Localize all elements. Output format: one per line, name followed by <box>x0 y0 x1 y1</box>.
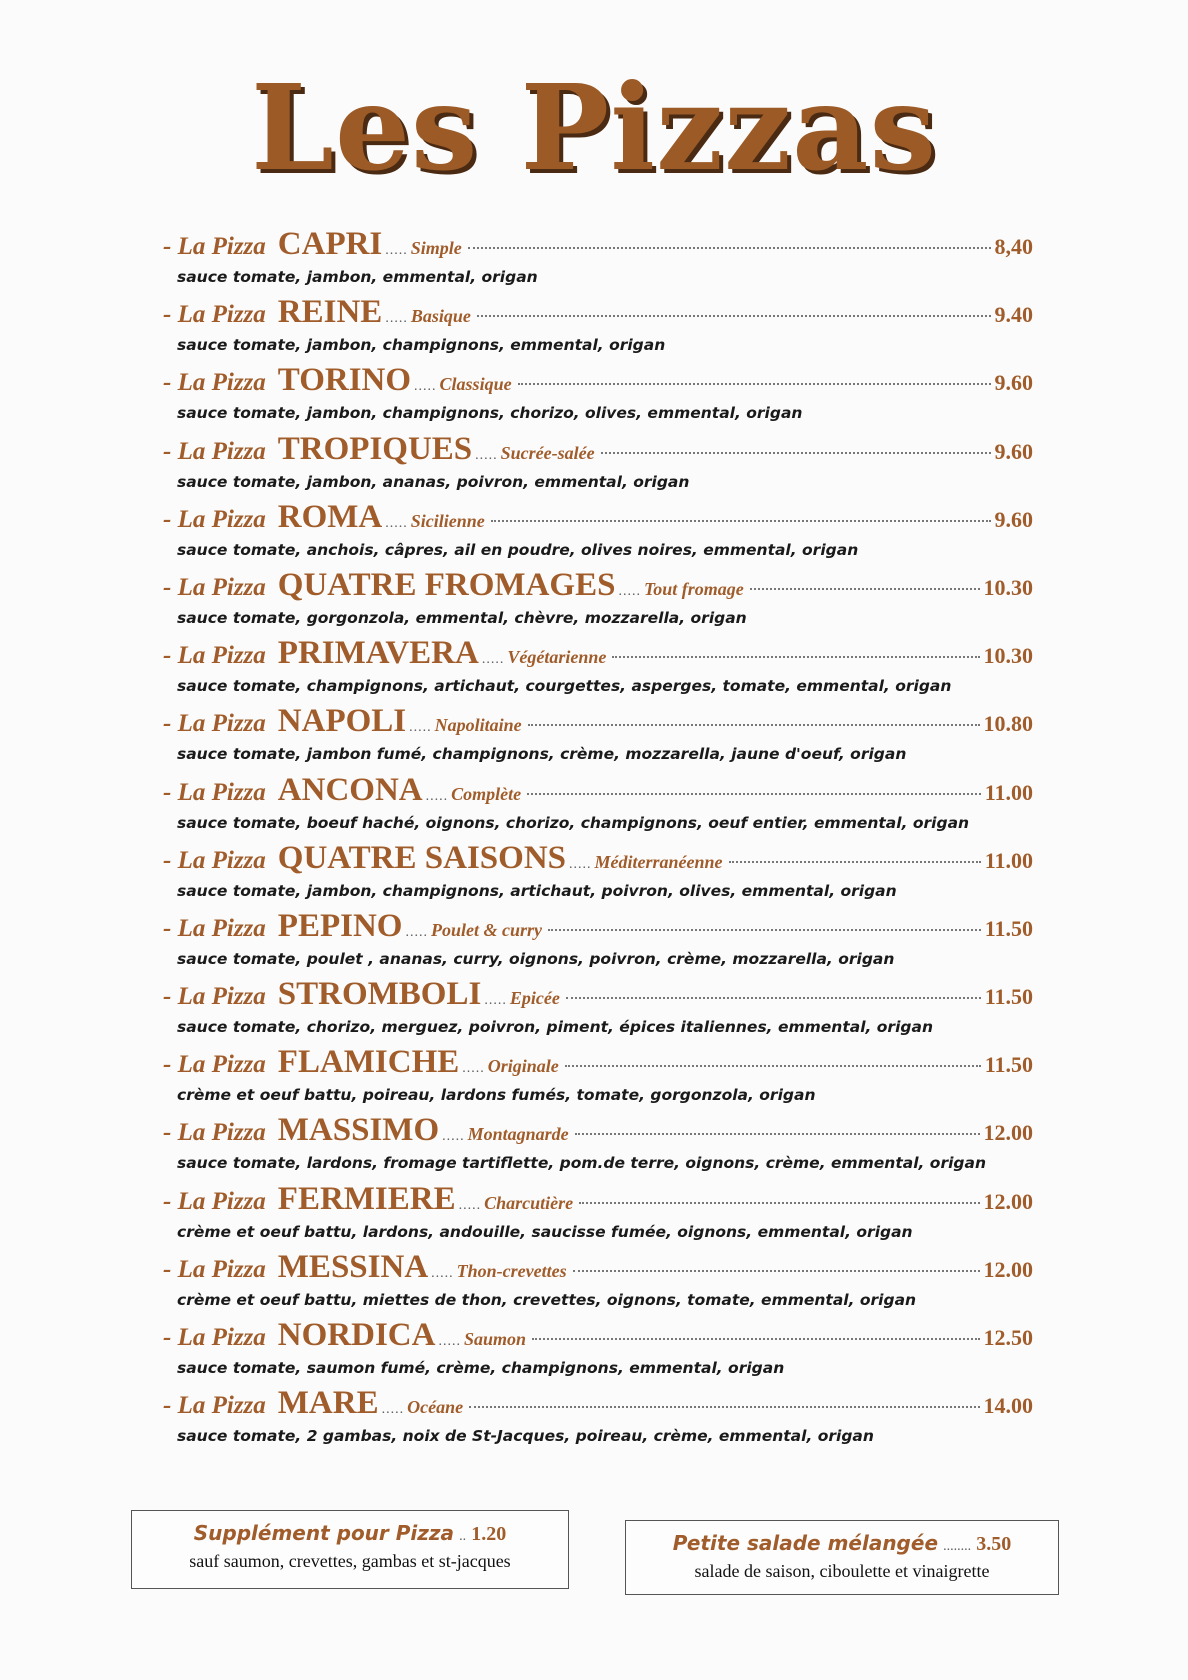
leader-line <box>565 1065 981 1067</box>
leader-line <box>575 1133 980 1135</box>
leader-dots: ..... <box>618 583 641 599</box>
pizza-header <box>163 226 1033 266</box>
salad-text: salade de saison, ciboulette et vinaigrette <box>694 1561 990 1581</box>
pizza-style: Sucrée-salée <box>500 442 595 463</box>
pizza-ingredients: sauce tomate, jambon fumé, champignons, crème, mozzarella, jaune d'oeuf, origan <box>177 745 907 764</box>
pizza-style: Classique <box>439 374 512 395</box>
pizza-style: Simple <box>410 238 462 258</box>
pizza-ingredients: crème et oeuf battu, miettes de thon, crevettes, oignons, tomate, emmental, origan <box>177 1290 917 1309</box>
pizza-price: 12.00 <box>983 1188 1033 1214</box>
leader-line <box>579 1202 979 1204</box>
pizza-header <box>163 294 1033 334</box>
pizza-name: ANCONA <box>277 771 423 808</box>
pizza-style: Poulet & curry <box>430 919 542 940</box>
pizza-ingredients: crème et oeuf battu, poireau, lardons fumés, tomate, gorgonzola, origan <box>177 1086 816 1105</box>
leader-line <box>532 1338 980 1340</box>
pizza-name: CAPRI <box>277 226 383 262</box>
leader-line <box>468 247 991 249</box>
pizza-item <box>163 1249 1033 1317</box>
pizza-prefix: - La Pizza <box>163 437 266 465</box>
pizza-item <box>163 1317 1033 1385</box>
pizza-price: 11.50 <box>984 915 1033 941</box>
pizza-style: Epicée <box>509 988 560 1009</box>
pizza-price: 11.00 <box>984 847 1033 873</box>
pizza-style: Tout fromage <box>643 578 744 599</box>
pizza-item <box>163 431 1033 499</box>
leader-dots: ..... <box>385 515 408 531</box>
leader-line <box>477 315 991 317</box>
leader-line <box>527 793 981 795</box>
pizza-price: 10.30 <box>983 574 1033 600</box>
pizza-ingredients: sauce tomate, saumon fumé, crème, champignons, emmental, origan <box>177 1359 785 1377</box>
pizza-ingredients: sauce tomate, jambon, champignons, emmental, origan <box>177 336 666 355</box>
pizza-header <box>163 362 1033 402</box>
pizza-ingredients: sauce tomate, lardons, fromage tartiflette, pom.de terre, oignons, crème, emmental, origan <box>177 1154 987 1173</box>
pizza-ingredients: sauce tomate, jambon, champignons, chorizo, olives, emmental, origan <box>177 404 803 423</box>
leader-line <box>573 1270 980 1272</box>
pizza-header <box>163 908 1033 948</box>
pizza-name: FERMIERE <box>277 1180 456 1217</box>
leader-line <box>601 452 991 454</box>
pizza-header <box>163 1385 1033 1425</box>
pizza-item <box>163 772 1033 840</box>
pizza-item <box>163 840 1033 908</box>
pizza-name: MASSIMO <box>277 1112 440 1149</box>
pizza-prefix: - La Pizza <box>163 505 266 533</box>
pizza-style: Originale <box>487 1056 559 1077</box>
pizza-ingredients: sauce tomate, anchois, câpres, ail en poudre, olives noires, emmental, origan <box>177 540 859 559</box>
leader-line <box>729 861 981 863</box>
leader-dots: ..... <box>385 311 408 327</box>
leader-dots: ..... <box>458 1197 482 1213</box>
pizza-prefix: - La Pizza <box>163 642 266 670</box>
pizza-item <box>163 1181 1033 1249</box>
pizza-item <box>163 1112 1033 1180</box>
supplement-price: 1.20 <box>471 1523 507 1545</box>
pizza-header <box>163 703 1033 743</box>
pizza-name: TROPIQUES <box>277 430 473 467</box>
pizza-ingredients: sauce tomate, 2 gambas, noix de St-Jacques, poireau, crème, emmental, origan <box>177 1427 874 1446</box>
pizza-prefix: - La Pizza <box>163 369 266 397</box>
salad-box <box>625 1520 1059 1595</box>
pizza-ingredients: crème et oeuf battu, lardons, andouille, saucisse fumée, oignons, emmental, origan <box>177 1222 913 1241</box>
pizza-price: 8,40 <box>994 234 1033 259</box>
pizza-name: STROMBOLI <box>277 976 482 1013</box>
pizza-name: NAPOLI <box>277 703 407 740</box>
pizza-price: 9.60 <box>994 370 1033 396</box>
pizza-name: TORINO <box>277 362 412 399</box>
leader-dots: ..... <box>484 993 507 1009</box>
leader-dots: ..... <box>409 720 432 736</box>
leader-line <box>750 588 980 590</box>
pizza-prefix: - La Pizza <box>163 573 266 601</box>
pizza-item <box>163 294 1033 362</box>
pizza-style: Sicilienne <box>410 510 485 531</box>
leader-dots: ..... <box>405 924 428 940</box>
salad-title: Petite salade mélangée <box>672 1531 939 1555</box>
pizza-price: 11.00 <box>984 779 1033 805</box>
pizza-ingredients: sauce tomate, boeuf haché, oignons, chorizo, champignons, oeuf entier, emmental, origan <box>177 813 970 832</box>
pizza-style: Végétarienne <box>507 647 607 668</box>
pizza-style: Complète <box>451 783 522 804</box>
pizza-item <box>163 567 1033 635</box>
pizza-price: 14.00 <box>983 1393 1033 1419</box>
pizza-prefix: - La Pizza <box>163 1324 266 1351</box>
pizza-prefix: - La Pizza <box>163 1119 266 1147</box>
pizza-price: 9.40 <box>994 302 1033 328</box>
leader-line <box>528 724 980 726</box>
leader-line <box>518 383 991 385</box>
pizza-header <box>163 499 1033 539</box>
pizza-style: Saumon <box>463 1329 526 1349</box>
pizza-style: Océane <box>407 1397 464 1418</box>
supplement-dots: .. <box>459 1529 467 1544</box>
leader-dots: ..... <box>481 652 505 668</box>
leader-dots: ..... <box>431 1265 454 1281</box>
pizza-ingredients: sauce tomate, chorizo, merguez, poivron, piment, épices italiennes, emmental, origan <box>177 1018 933 1037</box>
pizza-prefix: - La Pizza <box>163 846 266 874</box>
pizza-prefix: - La Pizza <box>163 233 266 260</box>
pizza-name: FLAMICHE <box>277 1044 460 1081</box>
pizza-header <box>163 1112 1033 1152</box>
pizza-price: 9.60 <box>994 506 1033 532</box>
pizza-name: REINE <box>277 294 383 331</box>
leader-line <box>469 1406 979 1408</box>
pizza-header <box>163 431 1033 471</box>
pizza-price: 12.00 <box>983 1256 1033 1282</box>
pizza-item <box>163 908 1033 976</box>
leader-line <box>566 997 981 999</box>
pizza-prefix: - La Pizza <box>163 301 266 329</box>
supplement-box <box>131 1510 569 1589</box>
pizza-price: 12.00 <box>983 1120 1033 1146</box>
pizza-name: ROMA <box>277 498 383 535</box>
salad-dots: ........ <box>943 1539 972 1554</box>
pizza-price: 11.50 <box>984 984 1033 1010</box>
pizza-ingredients: sauce tomate, gorgonzola, emmental, chèvre, mozzarella, origan <box>177 608 747 627</box>
pizza-ingredients: sauce tomate, jambon, emmental, origan <box>177 268 538 286</box>
pizza-prefix: - La Pizza <box>163 914 266 942</box>
leader-dots: ..... <box>442 1129 465 1145</box>
pizza-style: Charcutière <box>484 1192 574 1213</box>
pizza-style: Montagnarde <box>467 1124 569 1145</box>
pizza-prefix: - La Pizza <box>163 983 266 1011</box>
pizza-style: Basique <box>410 306 471 327</box>
pizza-ingredients: sauce tomate, jambon, ananas, poivron, emmental, origan <box>177 472 690 491</box>
pizza-price: 10.30 <box>983 643 1033 669</box>
pizza-style: Thon-crevettes <box>456 1260 567 1281</box>
leader-line <box>612 656 979 658</box>
salad-price: 3.50 <box>976 1533 1012 1555</box>
pizza-prefix: - La Pizza <box>163 1051 266 1079</box>
pizza-name: NORDICA <box>277 1317 436 1353</box>
pizza-name: MARE <box>277 1385 379 1422</box>
pizza-item <box>163 499 1033 567</box>
pizza-prefix: - La Pizza <box>163 1392 266 1420</box>
pizza-item <box>163 976 1033 1044</box>
pizza-ingredients: sauce tomate, champignons, artichaut, courgettes, asperges, tomate, emmental, origan <box>177 677 952 696</box>
pizza-name: PEPINO <box>277 907 403 944</box>
page-title: Les Pizzas <box>250 58 938 197</box>
pizza-header <box>163 635 1033 675</box>
pizza-header <box>163 840 1033 880</box>
leader-line <box>491 520 991 522</box>
leader-dots: ..... <box>462 1061 485 1077</box>
pizza-header <box>163 1249 1033 1289</box>
leader-dots: ..... <box>569 856 592 872</box>
pizza-name: QUATRE SAISONS <box>277 839 566 876</box>
pizza-price: 9.60 <box>994 438 1033 464</box>
pizza-item <box>163 703 1033 771</box>
pizza-style: Napolitaine <box>434 715 522 736</box>
leader-dots: ..... <box>475 447 498 463</box>
pizza-price: 10.80 <box>983 711 1033 737</box>
pizza-item <box>163 1385 1033 1453</box>
leader-dots: ..... <box>425 788 449 804</box>
pizza-name: PRIMAVERA <box>277 635 479 672</box>
pizza-name: MESSINA <box>277 1248 429 1285</box>
leader-dots: ..... <box>385 243 408 258</box>
pizza-price: 11.50 <box>984 1052 1033 1078</box>
pizza-prefix: - La Pizza <box>163 1187 266 1215</box>
pizza-item <box>163 1044 1033 1112</box>
supplement-title: Supplément pour Pizza <box>193 1521 455 1545</box>
pizza-prefix: - La Pizza <box>163 778 266 806</box>
pizza-style: Méditerranéenne <box>594 851 723 872</box>
pizza-item <box>163 362 1033 430</box>
pizza-list <box>163 226 1033 1453</box>
leader-dots: ..... <box>381 1402 405 1418</box>
pizza-ingredients: sauce tomate, poulet , ananas, curry, oignons, poivron, crème, mozzarella, origan <box>177 949 895 968</box>
leader-dots: ..... <box>438 1334 461 1349</box>
pizza-header <box>163 1044 1033 1084</box>
pizza-ingredients: sauce tomate, jambon, champignons, artichaut, poivron, olives, emmental, origan <box>177 881 897 900</box>
pizza-header <box>163 772 1033 812</box>
supplement-text: sauf saumon, crevettes, gambas et st-jacques <box>189 1551 511 1571</box>
leader-dots: ..... <box>414 379 437 395</box>
pizza-prefix: - La Pizza <box>163 710 266 738</box>
pizza-item <box>163 226 1033 294</box>
pizza-header <box>163 976 1033 1016</box>
leader-line <box>548 929 981 931</box>
pizza-price: 12.50 <box>983 1325 1033 1350</box>
pizza-header <box>163 567 1033 607</box>
pizza-prefix: - La Pizza <box>163 1255 266 1283</box>
pizza-header <box>163 1181 1033 1221</box>
pizza-name: QUATRE FROMAGES <box>277 566 616 603</box>
pizza-header <box>163 1317 1033 1357</box>
pizza-item <box>163 635 1033 703</box>
